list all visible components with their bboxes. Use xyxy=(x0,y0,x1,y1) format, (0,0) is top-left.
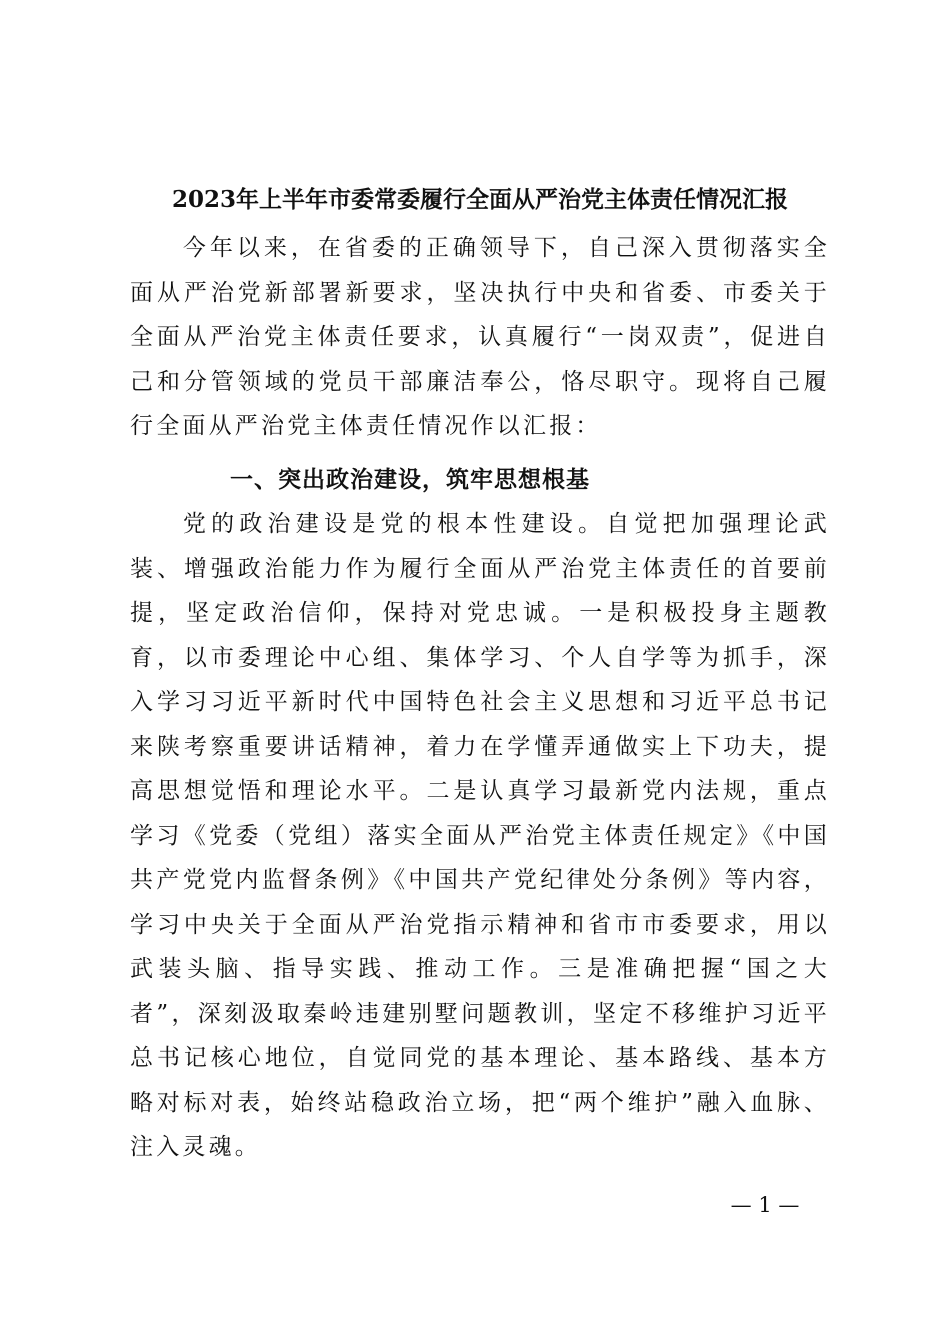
page-number: — 1 — xyxy=(730,1193,800,1217)
document-title: 2023年上半年市委常委履行全面从严治党主体责任情况汇报 xyxy=(171,186,788,213)
intro-paragraph: 今年以来，在省委的正确领导下，自己深入贯彻落实全面从严治党新部署新要求，坚决执行中央和省委、市委关于全面从严治党主体责任要求，认真履行“一岗双责”，促进自己和分管领域的党员干部廉洁奉公，恪尽职守。现将自己履行全面从严治党主体责任情况作以汇报： xyxy=(130,235,830,439)
section-heading: 一、突出政治建设，筑牢思想根基 xyxy=(230,467,590,493)
section-body-paragraph: 党的政治建设是党的根本性建设。自觉把加强理论武装、增强政治能力作为履行全面从严治党主体责任的首要前提，坚定政治信仰，保持对党忠诚。一是积极投身主题教育，以市委理论中心组、集体学习、个人自学等为抓手，深入学习习近平新时代中国特色社会主义思想和习近平总书记来陕考察重要讲话精神，着力在学懂弄通做实上下功夫，提高思想觉悟和理论水平。二是认真学习最新党内法规，重点学习《党委（党组）落实全面从严治党主体责任规定》《中国共产党党内监督条例》《中国共产党纪律处分条例》等内容，学习中央关于全面从严治党指示精神和省市市委要求，用以武装头脑、指导实践、推动工作。三是准确把握“国之大者”，深刻汲取秦岭违建别墅问题教训，坚定不移维护习近平总书记核心地位，自觉同党的基本理论、基本路线、基本方略对标对表，始终站稳政治立场，把“两个维护”融入血脉、注入灵魂。 xyxy=(130,511,830,1160)
